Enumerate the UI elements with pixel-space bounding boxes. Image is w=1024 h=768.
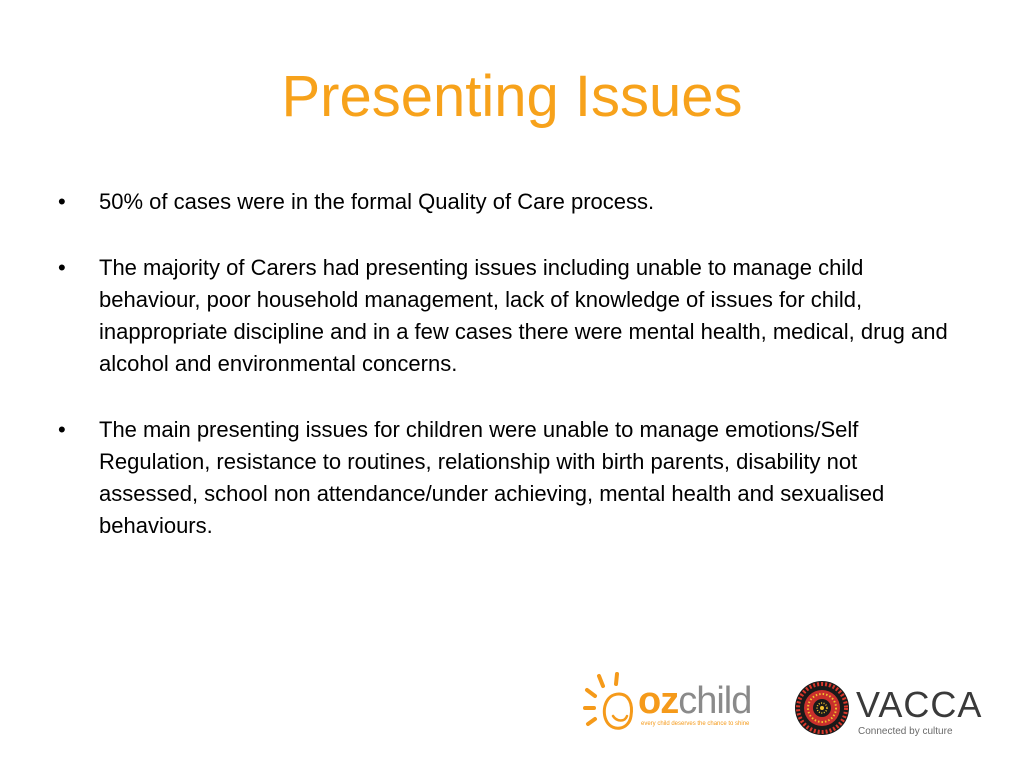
slide-title: Presenting Issues <box>281 64 743 129</box>
bullet-marker: • <box>58 417 66 442</box>
ozchild-wordmark-bold: oz <box>638 680 679 722</box>
bullet-text: 50% of cases were in the formal Quality of Care process. <box>99 189 655 214</box>
bullet-list <box>58 186 958 576</box>
vacca-wordmark: VACCA <box>856 684 983 725</box>
sun-face-icon <box>583 672 639 742</box>
bullet-marker: • <box>58 189 66 214</box>
ozchild-wordmark-light: child <box>678 680 752 722</box>
bullet-item <box>58 186 958 218</box>
vacca-logo <box>794 678 994 744</box>
vacca-tagline: Connected by culture <box>858 726 953 737</box>
bullet-item <box>58 414 958 542</box>
aboriginal-circle-emblem-icon <box>794 680 850 736</box>
bullet-item <box>58 252 958 380</box>
ozchild-tagline: every child deserves the chance to shine <box>641 721 750 727</box>
ozchild-wordmark <box>638 682 751 720</box>
bullet-marker: • <box>58 255 66 280</box>
bullet-text: The majority of Carers had presenting issues including unable to manage child behaviour, poor household management, lack of knowledge of issues for child, inappropriate discipline and in a few cases there were mental health, medical, drug and alcohol and environmental concerns. <box>99 255 948 376</box>
bullet-text: The main presenting issues for children were unable to manage emotions/Self Regulation, resistance to routines, relationship with birth parents, disability not assessed, school non attendance/under achieving, mental health and sexualised behaviours. <box>99 417 885 538</box>
ozchild-logo <box>583 672 765 742</box>
